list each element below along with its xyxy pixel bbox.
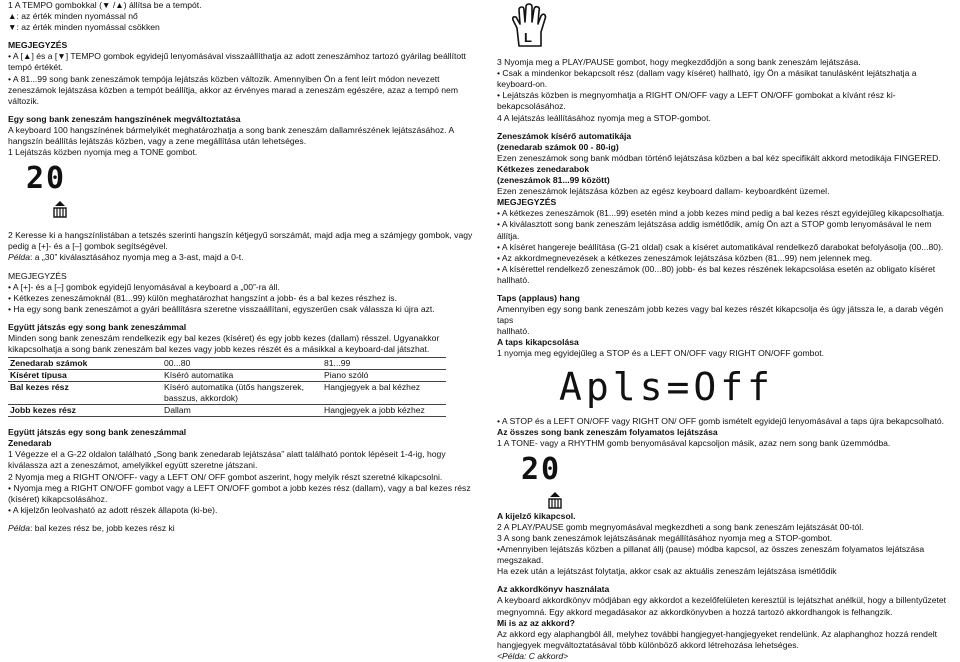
example-rest: : bal kezes rész be, jobb kezes rész ki bbox=[29, 522, 175, 533]
example-text bbox=[8, 523, 476, 534]
section-title-tone: Egy song bank zeneszám hangszínének megváltoztatása bbox=[8, 113, 241, 124]
body-text: 1 nyomja meg egyidejűleg a STOP és a LEFT ON/OFF vagy RIGHT ON/OFF gombot. bbox=[497, 348, 825, 359]
body-text: 4 A lejátszás leállításához nyomja meg a STOP-gombot. bbox=[497, 112, 711, 123]
body-text: 2 A PLAY/PAUSE gomb megnyomásával megkezdheti a song bank zeneszám lejátszását 00-tól. bbox=[497, 521, 864, 532]
note-line: • Az akkordmegnevezések a kétkezes zeneszámok lejátszása közben (81...99) nem jelennek meg. bbox=[497, 252, 873, 263]
example-label: Példa bbox=[8, 252, 30, 263]
left-hand-icon bbox=[507, 2, 553, 48]
table-cell: 81...99 bbox=[322, 358, 446, 370]
heading: Az összes song bank zeneszám folyamatos lejátszása bbox=[497, 426, 718, 437]
note-line: • A [▲] és a [▼] TEMPO gombok egyidejű lenyomásával visszaállíthatja az adott zeneszámhoz tartozó gyárilag beállított bbox=[8, 51, 466, 62]
body-text: pedig a [+]- és a [–] gombok segítségével. bbox=[8, 241, 168, 252]
body-text: 2 Keresse ki a hangszínlistában a tetszés szerinti hangszín kétjegyű sorszámát, majd adja meg a számjegy gombok, vagy bbox=[8, 230, 473, 241]
body-text: •Amennyiben lejátszás közben a pillanat állj (pause) módba kapcsol, az összes zeneszám folyamatos lejátszása megszakad. bbox=[497, 544, 925, 566]
table-cell: Hangjegyek a jobb kézhez bbox=[322, 405, 446, 417]
body-text: Az akkord egy alaphangból áll, melyhez további hangjegyet-hangjegyeket rendelünk. Az alaphanghoz hozzá rendelt bbox=[497, 628, 938, 639]
body-text: • Csak a mindenkor bekapcsolt rész (dallam vagy kíséret) hallható, így Ön a másikat tanulásként lejátszhatja a keyboard-on. bbox=[497, 68, 917, 90]
body-text: Ezen zeneszámok song bank módban történő lejátszása közben a bal kéz specifikált akkord metodikája FINGERED. bbox=[497, 152, 941, 163]
heading: A taps kikapcsolása bbox=[497, 337, 579, 348]
note-line: • A kíséret hangereje beállítása (G-21 oldal) csak a kíséret automatikával rendelkező darabokat befolyásolja (00...80). bbox=[497, 241, 944, 252]
note-title: MEGJEGYZÉS bbox=[8, 270, 67, 281]
heading: Taps (applaus) hang bbox=[497, 292, 580, 303]
body-text: 2 Nyomja meg a RIGHT ON/OFF- vagy a LEFT ON/ OFF gombot aszerint, hogy melyik részt szeretné kikapcsolni. bbox=[8, 471, 443, 482]
hand-letter: L bbox=[524, 30, 532, 45]
table-cell: Jobb kezes rész bbox=[8, 405, 162, 417]
example-text bbox=[8, 252, 476, 263]
note-title: MEGJEGYZÉS bbox=[497, 197, 557, 208]
body-text: 1 Végezze el a G-22 oldalon található „Song bank zenedarab lejátszása” alatt található pontok lépéseit 1-4-ig, hogy bbox=[8, 449, 446, 460]
body-text: 3 Nyomja meg a PLAY/PAUSE gombot, hogy megkezdődjön a song bank zeneszám lejátszása. bbox=[497, 57, 861, 68]
example-text: <Példa: C akkord> bbox=[497, 650, 569, 661]
body-text: kikapcsolhatja a song bank zeneszám bal kezes vagy jobb kezes részét és a másikkal a keyboard-dal játszhat. bbox=[8, 344, 430, 355]
table-cell: Bal kezes rész bbox=[8, 382, 162, 405]
table-cell: Kíséró automatika bbox=[162, 370, 312, 382]
heading: Kétkezes zenedarabok bbox=[497, 163, 590, 174]
table-cell bbox=[312, 405, 322, 417]
note-line: zeneszámok lejátszása közben a tempót beállítja, akkor az érvényes marad a zeneszám egészére, azaz a tempó nem bbox=[8, 84, 458, 95]
body-text: A keyboard akkordkönyv módjában egy akkordot a kezelőfelületen keresztül is lejátszhat anélkül, hogy a billentyűzetet bbox=[497, 595, 947, 606]
note-line: • Ha egy song bank zeneszámot a gyári beállításra szeretne visszaállítani, egyszerűen csak válassza ki újra azt. bbox=[8, 303, 435, 314]
note-line: • A kétkezes zeneszámok (81...99) esetén mind a jobb kezes mind pedig a bal kezes részt egyidejűleg kikapcsolhatja. bbox=[497, 208, 945, 219]
song-parts-table bbox=[8, 357, 446, 417]
heading: A kijelző kikapcsol. bbox=[497, 510, 576, 521]
table-cell: Kíséret típusa bbox=[8, 370, 162, 382]
body-text: Minden song bank zeneszám rendelkezik egy bal kezes (kíséret) és egy jobb kezes (dallam) résszel. Ugyanakkor bbox=[8, 332, 440, 343]
body-text: hangjegyek megváltoztatásával több különböző akkord létrehozása lehetséges. bbox=[497, 639, 799, 650]
table-cell bbox=[312, 370, 322, 382]
lcd-display bbox=[517, 453, 575, 511]
note-line: • A kiválasztott song bank zeneszám lejátszása addig ismétlődik, amíg Ön azt a STOP gomb lenyomásával le nem állítja. bbox=[497, 219, 932, 241]
tempo-down-text: ▼: az érték minden nyomással csökken bbox=[8, 22, 160, 33]
table-row bbox=[8, 382, 446, 405]
note-line: • A [+]- és a [–] gombok egyidejű lenyomásával a keyboard a „00”-ra áll. bbox=[8, 281, 280, 292]
tempo-step-1: 1 A TEMPO gombokkal (▼ /▲) állítsa be a tempót. bbox=[8, 0, 202, 10]
table-cell: Hangjegyek a bal kézhez bbox=[322, 382, 446, 405]
applause-lcd-display: Apls=Off bbox=[559, 364, 775, 409]
body-text: 3 A song bank zeneszámok lejátszásának megállításához nyomja meg a STOP-gombot. bbox=[497, 533, 833, 543]
body-text: kiválassza azt a zeneszámot, amelyikkel együtt szeretne játszani. bbox=[8, 460, 258, 471]
body-text: Ha ezek után a lejátszást folytatja, akkor csak az aktuális zeneszám lejátszása ismétlődik bbox=[497, 566, 837, 577]
heading: (zenedarab számok 00 - 80-ig) bbox=[497, 141, 619, 152]
heading: (zeneszámok 81...99 között) bbox=[497, 175, 610, 186]
note-line: • A 81...99 song bank zeneszámok tempója lejátszás közben változik. Amennyiben Ön a fent leírt módon nevezett bbox=[8, 73, 440, 84]
tempo-up-text: ▲: az érték minden nyomással nő bbox=[8, 11, 138, 22]
body-text: megnyomná. Egy akkord megadásakor az akkordkönyvben a hozzá tartozó akkordhangok is felhangzik. bbox=[497, 606, 893, 617]
body-text: Amennyiben egy song bank zeneszám jobb kezes vagy bal kezes részét kikapcsolja és úgy játssza le, a darab végén taps bbox=[497, 304, 944, 326]
body-text: hallható. bbox=[497, 326, 530, 337]
body-text: (kíséret) kikapcsolásához. bbox=[8, 493, 108, 504]
tone-indicator-icon bbox=[547, 491, 563, 509]
note-line: tempó értékét. bbox=[8, 62, 63, 73]
example-label: Példa bbox=[8, 522, 30, 533]
lcd-display bbox=[22, 162, 80, 220]
left-column bbox=[8, 0, 476, 534]
note-title: MEGJEGYZÉS bbox=[8, 40, 68, 51]
body-text: • Lejátszás közben is megnyomhatja a RIGHT ON/OFF vagy a LEFT ON/OFF gombokat a kívánt rész ki-bekapcsolásához. bbox=[497, 90, 896, 112]
body-text: • Nyomja meg a RIGHT ON/OFF gombot vagy a LEFT ON/OFF gombot a jobb kezes rész (dallam), vagy a bal kezes rész bbox=[8, 482, 471, 493]
table-cell: Piano szóló bbox=[322, 370, 446, 382]
note-line: változik. bbox=[8, 95, 40, 106]
body-text: • A kijelzőn leolvasható az adott részek állapota (ki-be). bbox=[8, 504, 218, 515]
body-text: hangszín beállítás lejátszás közben, vagy a zene megállítása után lehetséges. bbox=[8, 136, 307, 147]
body-text: Ezen zeneszámok lejátszása közben az egész keyboard dallam- keyboardként üzemel. bbox=[497, 186, 830, 197]
right-column bbox=[497, 0, 954, 662]
section-title-play-along: Együtt játszás egy song bank zeneszámmal bbox=[8, 321, 187, 332]
table-cell: Dallam bbox=[162, 405, 312, 417]
body-text: • A STOP és a LEFT ON/OFF vagy RIGHT ON/ OFF gomb ismételt egyidejű lenyomásával a taps újra bekapcsolható. bbox=[497, 415, 945, 426]
section-title-play-along-2: Együtt játszás egy song bank zeneszámmal bbox=[8, 427, 187, 438]
body-text: 1 A TONE- vagy a RHYTHM gomb benyomásával kapcsoljon másik, azaz nem song bank üzemmódba. bbox=[497, 437, 891, 448]
table-row bbox=[8, 358, 446, 370]
note-line: • Kétkezes zeneszámoknál (81...99) külön meghatározhat hangszínt a jobb- és a bal kezes részhez is. bbox=[8, 292, 397, 303]
table-cell bbox=[312, 382, 322, 405]
table-row bbox=[8, 405, 446, 417]
example-rest: : a „30” kiválasztásához nyomja meg a 3-ast, majd a 0-t. bbox=[29, 252, 244, 263]
body-text: 1 Lejátszás közben nyomja meg a TONE gombot. bbox=[8, 147, 198, 158]
heading: Az akkordkönyv használata bbox=[497, 584, 610, 595]
table-row bbox=[8, 370, 446, 382]
table-cell: Zenedarab számok bbox=[8, 358, 162, 370]
tone-indicator-icon bbox=[52, 200, 68, 218]
table-cell: 00...80 bbox=[162, 358, 312, 370]
section-subtitle: Zenedarab bbox=[8, 438, 52, 449]
lcd-digits: 20 bbox=[26, 161, 67, 197]
heading: Mi is az az akkord? bbox=[497, 617, 575, 628]
table-cell: Kíséró automatika (ütős hangszerek, basszus, akkordok) bbox=[162, 382, 312, 405]
lcd-digits: 20 bbox=[521, 451, 562, 487]
table-cell bbox=[312, 358, 322, 370]
note-line: • A kísérettel rendelkező zeneszámok (00...80) jobb- és bal kezes részének lekapcsolása esetén az obligato kíséret hallható. bbox=[497, 263, 936, 285]
body-text: A keyboard 100 hangszínének bármelyikét meghatározhatja a song bank zeneszám dallamrészének lejátszásához. A bbox=[8, 124, 455, 135]
heading: Zeneszámok kísérő automatikája bbox=[497, 130, 632, 141]
